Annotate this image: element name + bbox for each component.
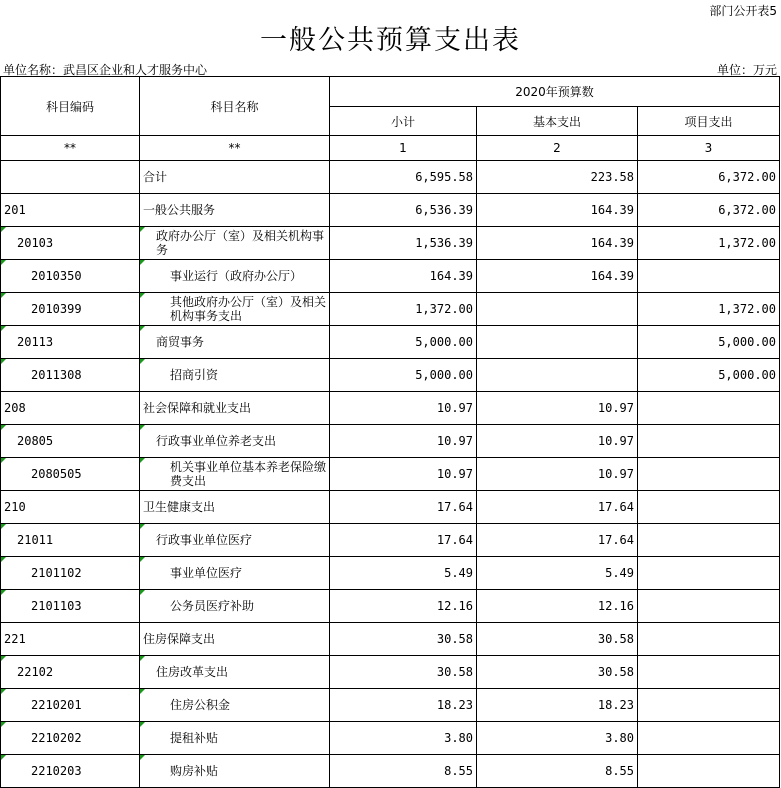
row-subtotal: 5.49 xyxy=(330,557,477,590)
table-row xyxy=(1,194,780,227)
row-basic: 18.23 xyxy=(477,689,638,722)
row-subtotal: 10.97 xyxy=(330,392,477,425)
table-row xyxy=(1,260,780,293)
row-basic: 10.97 xyxy=(477,425,638,458)
index-name: ** xyxy=(140,136,330,161)
row-name: 行政事业单位医疗 xyxy=(140,524,330,557)
row-project xyxy=(638,392,780,425)
row-name: 事业运行（政府办公厅） xyxy=(140,260,330,293)
unit-name: 单位名称：武昌区企业和人才服务中心 xyxy=(3,63,208,77)
form-tag: 部门公开表5 xyxy=(709,4,777,18)
table-row xyxy=(1,425,780,458)
row-project xyxy=(638,755,780,788)
index-1: 1 xyxy=(330,136,477,161)
table-row xyxy=(1,161,780,194)
row-project xyxy=(638,458,780,491)
row-subtotal: 3.80 xyxy=(330,722,477,755)
table-row xyxy=(1,722,780,755)
table-row xyxy=(1,392,780,425)
row-code: 2210203 xyxy=(1,755,140,788)
header-code: 科目编码 xyxy=(1,77,140,136)
row-project xyxy=(638,557,780,590)
row-code: 208 xyxy=(1,392,140,425)
row-basic: 223.58 xyxy=(477,161,638,194)
index-code: ** xyxy=(1,136,140,161)
row-code: 2080505 xyxy=(1,458,140,491)
row-name: 住房公积金 xyxy=(140,689,330,722)
row-subtotal: 17.64 xyxy=(330,524,477,557)
row-subtotal: 5,000.00 xyxy=(330,326,477,359)
row-project: 1,372.00 xyxy=(638,293,780,326)
row-code: 22102 xyxy=(1,656,140,689)
header-project: 项目支出 xyxy=(638,107,780,136)
row-name: 其他政府办公厅（室）及相关机构事务支出 xyxy=(140,293,330,326)
row-subtotal: 18.23 xyxy=(330,689,477,722)
row-name: 行政事业单位养老支出 xyxy=(140,425,330,458)
table-row xyxy=(1,623,780,656)
row-project xyxy=(638,425,780,458)
row-basic: 8.55 xyxy=(477,755,638,788)
row-subtotal: 10.97 xyxy=(330,425,477,458)
row-subtotal: 1,536.39 xyxy=(330,227,477,260)
row-project xyxy=(638,689,780,722)
row-code: 2210201 xyxy=(1,689,140,722)
row-name: 商贸事务 xyxy=(140,326,330,359)
row-basic xyxy=(477,293,638,326)
row-basic: 30.58 xyxy=(477,656,638,689)
row-name: 公务员医疗补助 xyxy=(140,590,330,623)
row-basic: 12.16 xyxy=(477,590,638,623)
index-2: 2 xyxy=(477,136,638,161)
row-project xyxy=(638,722,780,755)
row-code: 2210202 xyxy=(1,722,140,755)
row-subtotal: 6,536.39 xyxy=(330,194,477,227)
row-code: 20805 xyxy=(1,425,140,458)
row-project xyxy=(638,656,780,689)
row-code: 2011308 xyxy=(1,359,140,392)
row-basic: 10.97 xyxy=(477,392,638,425)
row-basic: 30.58 xyxy=(477,623,638,656)
table-row xyxy=(1,755,780,788)
row-code: 2101103 xyxy=(1,590,140,623)
row-project xyxy=(638,260,780,293)
row-project: 5,000.00 xyxy=(638,359,780,392)
table-row xyxy=(1,524,780,557)
row-name: 卫生健康支出 xyxy=(140,491,330,524)
row-subtotal: 30.58 xyxy=(330,656,477,689)
row-project: 5,000.00 xyxy=(638,326,780,359)
row-name: 事业单位医疗 xyxy=(140,557,330,590)
row-basic: 164.39 xyxy=(477,194,638,227)
row-basic: 17.64 xyxy=(477,524,638,557)
table-row xyxy=(1,557,780,590)
row-basic: 3.80 xyxy=(477,722,638,755)
row-basic xyxy=(477,359,638,392)
row-code: 210 xyxy=(1,491,140,524)
row-code xyxy=(1,161,140,194)
header-subtotal: 小计 xyxy=(330,107,477,136)
row-project xyxy=(638,590,780,623)
row-name: 提租补贴 xyxy=(140,722,330,755)
row-name: 招商引资 xyxy=(140,359,330,392)
table-row xyxy=(1,326,780,359)
table-row xyxy=(1,491,780,524)
row-project xyxy=(638,524,780,557)
row-code: 21011 xyxy=(1,524,140,557)
row-name: 一般公共服务 xyxy=(140,194,330,227)
table-row xyxy=(1,293,780,326)
header-basic: 基本支出 xyxy=(477,107,638,136)
row-name: 购房补贴 xyxy=(140,755,330,788)
row-basic: 17.64 xyxy=(477,491,638,524)
unit-label: 单位：万元 xyxy=(716,63,777,77)
table-row xyxy=(1,359,780,392)
row-code: 221 xyxy=(1,623,140,656)
row-code: 2010350 xyxy=(1,260,140,293)
row-code: 2101102 xyxy=(1,557,140,590)
row-name: 住房改革支出 xyxy=(140,656,330,689)
row-project xyxy=(638,491,780,524)
row-subtotal: 17.64 xyxy=(330,491,477,524)
row-basic: 10.97 xyxy=(477,458,638,491)
row-basic: 164.39 xyxy=(477,227,638,260)
header-budget: 2020年预算数 xyxy=(330,77,780,107)
row-name: 社会保障和就业支出 xyxy=(140,392,330,425)
row-subtotal: 6,595.58 xyxy=(330,161,477,194)
row-name: 机关事业单位基本养老保险缴费支出 xyxy=(140,458,330,491)
table-row xyxy=(1,590,780,623)
table-row xyxy=(1,656,780,689)
row-subtotal: 30.58 xyxy=(330,623,477,656)
row-subtotal: 1,372.00 xyxy=(330,293,477,326)
row-code: 20113 xyxy=(1,326,140,359)
row-subtotal: 164.39 xyxy=(330,260,477,293)
table-row xyxy=(1,458,780,491)
row-subtotal: 10.97 xyxy=(330,458,477,491)
row-code: 201 xyxy=(1,194,140,227)
row-code: 2010399 xyxy=(1,293,140,326)
row-basic xyxy=(477,326,638,359)
header-name: 科目名称 xyxy=(140,77,330,136)
row-name: 住房保障支出 xyxy=(140,623,330,656)
page-title: 一般公共预算支出表 xyxy=(260,25,521,56)
row-basic: 164.39 xyxy=(477,260,638,293)
row-name: 政府办公厅（室）及相关机构事务 xyxy=(140,227,330,260)
index-3: 3 xyxy=(638,136,780,161)
row-subtotal: 5,000.00 xyxy=(330,359,477,392)
row-project: 6,372.00 xyxy=(638,161,780,194)
table-row xyxy=(1,689,780,722)
row-subtotal: 8.55 xyxy=(330,755,477,788)
row-project xyxy=(638,623,780,656)
row-project: 1,372.00 xyxy=(638,227,780,260)
budget-table xyxy=(0,76,780,788)
table-row xyxy=(1,227,780,260)
row-subtotal: 12.16 xyxy=(330,590,477,623)
row-basic: 5.49 xyxy=(477,557,638,590)
row-project: 6,372.00 xyxy=(638,194,780,227)
row-name: 合计 xyxy=(140,161,330,194)
row-code: 20103 xyxy=(1,227,140,260)
